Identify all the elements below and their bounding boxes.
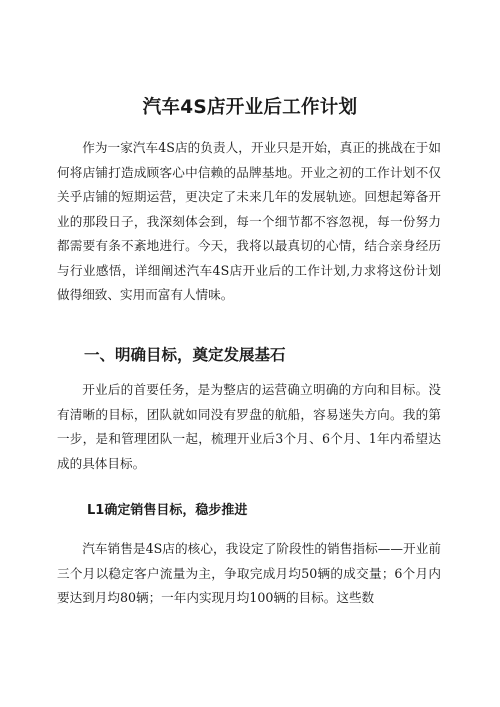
intro-paragraph: 作为一家汽车4S店的负责人，开业只是开始，真正的挑战在于如何将店铺打造成顾客心中信赖的品牌基地。开业之初的工作计划不仅关乎店铺的短期运营，更决定了未来几年的发展轨迹。回想起筹备开业的那段日子，我深刻体会到，每一个细节都不容忽视，每一份努力都需要有条不紊地进行。今天，我将以最真切的心情，结合亲身经历与行业感悟，详细阐述汽车4S店开业后的工作计划,力求将这份计划做得细致、实用而富有人情味。 <box>57 140 441 302</box>
document-title: 汽车4S店开业后工作计划 <box>142 97 358 118</box>
subsection-paragraph: 汽车销售是4S店的核心，我设定了阶段性的销售指标——开业前三个月以稳定客户流量为主，争取完成月均50辆的成交量；6个月内要达到月均80辆；一年内实现月均100辆的目标。这些数 <box>57 541 441 605</box>
subsection-heading: L1确定销售目标，稳步推进 <box>87 503 248 518</box>
section-heading: 一、明确目标，奠定发展基石 <box>84 346 286 364</box>
section-paragraph: 开业后的首要任务，是为整店的运营确立明确的方向和目标。没有清晰的目标，团队就如同没有罗盘的航船，容易迷失方向。我的第一步，是和管理团队一起，梳理开业后3个月、6个月、1年内希望达成的具体目标。 <box>57 382 441 471</box>
